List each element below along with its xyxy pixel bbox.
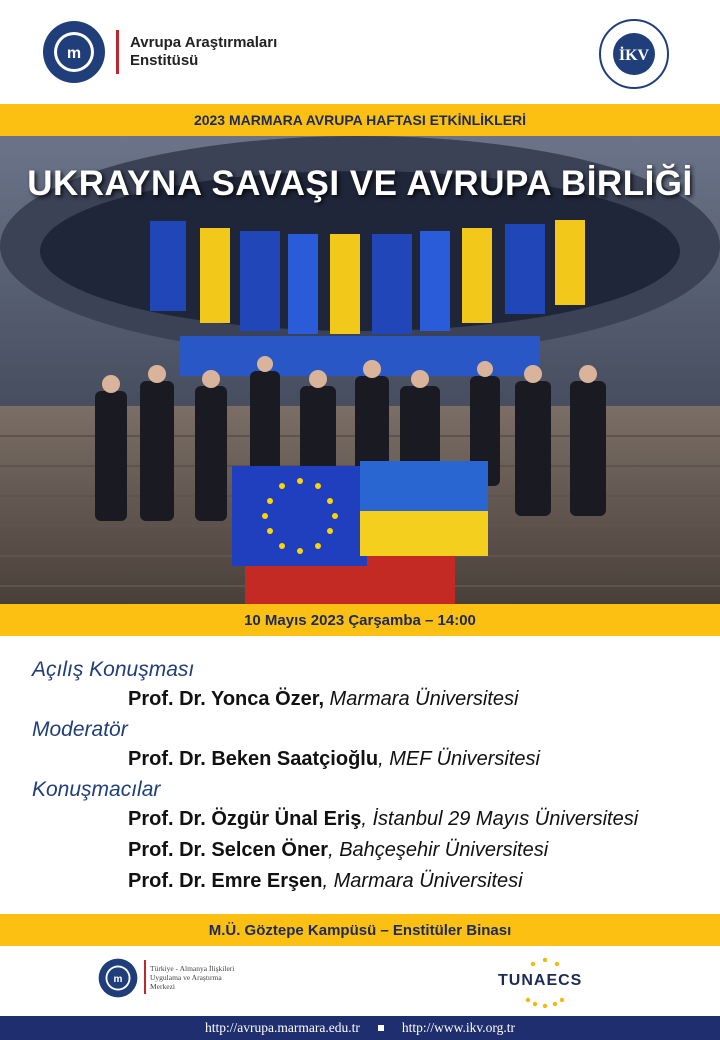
speaker-affiliation: , MEF Üniversitesi: [378, 748, 540, 770]
marmara-university-logo: [42, 20, 106, 84]
ikv-monogram: İKV: [618, 47, 650, 64]
header: [0, 0, 720, 104]
speaker-name: Prof. Dr. Yonca Özer,: [128, 688, 324, 710]
ikv-logo: [598, 18, 670, 90]
date-banner: [0, 604, 720, 636]
speaker-affiliation: , Marmara Üniversitesi: [322, 870, 523, 892]
speaker-row: [128, 870, 523, 893]
speakers-label: Konuşmacılar: [32, 778, 161, 801]
speaker-row: [128, 808, 638, 831]
moderator-speaker: [128, 748, 540, 771]
speaker-name: Prof. Dr. Beken Saatçioğlu: [128, 748, 379, 770]
footer-logos: [0, 946, 720, 1016]
photo-illustration: [0, 136, 720, 604]
tunaecs-wordmark: TUNAECS: [498, 972, 583, 989]
opening-label: Açılış Konuşması: [32, 658, 195, 681]
opening-speaker: [128, 688, 518, 711]
date-time: 10 Mayıs 2023 Çarşamba – 14:00: [244, 611, 476, 629]
ukraine-flag: [360, 461, 488, 556]
header-divider: [116, 30, 119, 74]
marmara-link[interactable]: http://avrupa.marmara.edu.tr: [205, 1020, 360, 1035]
venue: M.Ü. Göztepe Kampüsü – Enstitüler Binası: [208, 921, 512, 939]
svg-text:m: m: [113, 973, 123, 985]
speaker-affiliation: , Bahçeşehir Üniversitesi: [328, 839, 549, 861]
speaker-affiliation: , İstanbul 29 Mayıs Üniversitesi: [361, 808, 639, 830]
ikv-link[interactable]: http://www.ikv.org.tr: [401, 1020, 515, 1035]
svg-text:m: m: [66, 45, 82, 62]
marmara-university-small-logo: [98, 958, 138, 998]
tunaecs-logo: [490, 954, 600, 1010]
institute-name-line1: Avrupa Araştırmaları: [130, 34, 278, 51]
institute-name-line2: Enstitüsü: [130, 52, 199, 69]
eu-flag: [232, 466, 367, 566]
event-series: 2023 MARMARA AVRUPA HAFTASI ETKİNLİKLERİ: [193, 112, 527, 128]
institute-name: [130, 34, 277, 70]
bottom-links-bar: [0, 1016, 720, 1040]
speaker-row: [128, 839, 548, 862]
event-title: UKRAYNA SAVAŞI VE AVRUPA BİRLİĞİ: [27, 164, 693, 203]
research-center-name: Türkiye - Almanya İlişkileri Uygulama ve Araştırma Merkezi: [150, 964, 235, 991]
moderator-label: Moderatör: [32, 718, 128, 741]
separator-square-icon: [378, 1025, 384, 1031]
speaker-affiliation: Marmara Üniversitesi: [324, 688, 519, 710]
speaker-name: Prof. Dr. Özgür Ünal Eriş: [128, 808, 362, 830]
event-photo: [0, 136, 720, 604]
footer-divider: [144, 960, 146, 994]
event-series-banner: [0, 104, 720, 136]
speaker-name: Prof. Dr. Selcen Öner: [128, 839, 329, 861]
venue-banner: [0, 914, 720, 946]
speaker-name: Prof. Dr. Emre Erşen: [128, 870, 323, 892]
